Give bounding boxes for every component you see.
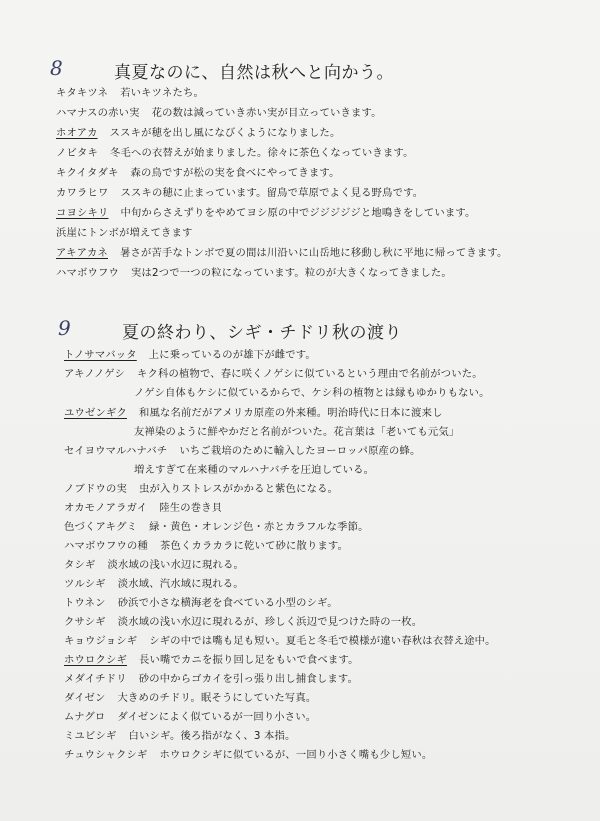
list-item [56, 84, 204, 99]
term: アキノノゲシ [64, 368, 126, 380]
description: ススキの穂に止まっています。留鳥で草原でよく見る野鳥です。 [120, 187, 424, 199]
description: 淡水域の浅い水辺に現れるが、珍しく浜辺で見つけた時の一枚。 [117, 616, 423, 628]
term: 色づくアキグミ [64, 521, 138, 533]
term: ハマボウフウの種 [64, 540, 148, 552]
term: ミユビシギ [64, 730, 117, 742]
list-item [64, 480, 338, 495]
term: キクイタダキ [56, 167, 119, 179]
term: メダイチドリ [64, 673, 127, 685]
term: カワラヒワ [56, 187, 109, 199]
list-item [64, 404, 443, 419]
list-item [64, 518, 369, 533]
term: トノサマバッタ [64, 349, 137, 361]
list-item [64, 746, 432, 761]
description: 虫が入りストレスがかかると紫色になる。 [138, 483, 339, 495]
description: 白いシギ。後ろ指がなく、3 本指。 [128, 730, 296, 742]
description: 森の鳥ですが松の実を食べにやってきます。 [130, 167, 340, 179]
term: ノビタキ [56, 147, 98, 159]
term: ハマナスの赤い実 [56, 107, 140, 119]
section-8-number: 8 [50, 56, 63, 80]
list-item [56, 124, 341, 139]
section-9-heading [0, 316, 600, 346]
description: 茶色くカラカラに乾いて砂に散ります。 [159, 540, 349, 552]
list-item [56, 264, 452, 279]
description: キク科の植物で、春に咲くノゲシに似ているという理由で名前がついた。 [137, 368, 483, 380]
list-item [64, 670, 358, 685]
description: 実は2つで一つの粒になっています。粒のが大きくなってきました。 [130, 267, 452, 279]
description: 長い嘴でカニを振り回し足をもいで食べます。 [138, 654, 359, 666]
list-item [56, 144, 414, 159]
section-9-number: 9 [58, 316, 71, 340]
term: タシギ [64, 559, 96, 571]
list-item [56, 104, 382, 119]
list-item [64, 594, 338, 609]
term: クサシギ [64, 616, 106, 628]
term: コヨシキリ [56, 207, 109, 219]
list-item [64, 346, 316, 361]
term: アキアカネ [56, 247, 108, 259]
list-item [64, 499, 222, 514]
continuation-line: 友禅染のように鮮やかだと名前がついた。花言葉は「老いても元気」 [134, 426, 460, 438]
term: ユウゼンギク [64, 407, 127, 419]
description: 砂の中からゴカイを引っ張り出し捕食します。 [138, 673, 359, 685]
list-item [64, 556, 244, 571]
description: 淡水域の浅い水辺に現れる。 [107, 559, 244, 571]
description: 陸生の巻き貝 [159, 502, 223, 514]
list-item [56, 184, 423, 199]
list-item [56, 224, 192, 239]
description: 和風な名前だがアメリカ原産の外来種。明治時代に日本に渡来し [138, 407, 443, 419]
description: 砂浜で小さな横海老を食べている小型のシギ。 [117, 597, 338, 609]
term: ホウロクシギ [64, 654, 127, 666]
list-item [64, 632, 496, 647]
term: キタキツネ [56, 87, 109, 99]
term: トウネン [64, 597, 106, 609]
list-item [64, 727, 296, 742]
term: ハマボウフウ [56, 267, 119, 279]
description: ホウロクシギに似ているが、一回り小さく嘴も少し短い。 [159, 749, 433, 761]
description: シギの中では嘴も足も短い。夏毛と冬毛で模様が違い春秋は衣替え途中。 [149, 635, 496, 647]
list-item [64, 365, 483, 380]
section-9 [0, 316, 600, 761]
list-item [64, 689, 316, 704]
list-item [64, 442, 421, 457]
list-item [56, 244, 508, 259]
term: キョウジョシギ [64, 635, 138, 647]
description: いちご栽培のために輸入したヨーロッパ原産の蜂。 [179, 445, 421, 457]
list-item [56, 204, 476, 219]
section-8-heading [0, 56, 600, 86]
term: ホオアカ [56, 127, 98, 139]
description: ススキが穂を出し風になびくようになりました。 [109, 127, 341, 139]
term: ツルシギ [64, 578, 106, 590]
list-item [64, 613, 422, 628]
description: 花の数は減っていき赤い実が目立っていきます。 [151, 107, 382, 119]
description: 緑・黄色・オレンジ色・赤とカラフルな季節。 [149, 521, 369, 533]
continuation-line: ノゲシ自体もケシに似ているからで、ケシ科の植物とは縁もゆかりもない。 [134, 387, 490, 399]
list-item [64, 537, 348, 552]
description: 暑さが苦手なトンボで夏の間は川沿いに山岳地に移動し秋に平地に帰ってきます。 [119, 247, 508, 259]
description: 中旬からさえずりをやめてヨシ原の中でジジジジジと地鳴きをしています。 [120, 207, 476, 219]
term: ダイゼン [64, 692, 106, 704]
description: 大きめのチドリ。眠そうにしていた写真。 [117, 692, 317, 704]
description: 冬毛への衣替えが始まりました。徐々に茶色くなっていきます。 [110, 147, 414, 159]
term: ムナグロ [64, 711, 106, 723]
section-8-title: 真夏なのに、自然は秋へと向かう。 [114, 63, 394, 83]
section-9-title: 夏の終わり、シギ・チドリ秋の渡り [122, 323, 402, 343]
continuation-line: 増えすぎて在来種のマルハナバチを圧迫している。 [134, 464, 375, 476]
term: ノブドウの実 [64, 483, 127, 495]
section-8 [0, 56, 600, 279]
list-item [64, 708, 316, 723]
description: 上に乗っているのが雄下が雌です。 [148, 349, 316, 361]
term: チュウシャクシギ [64, 749, 148, 761]
list-item [56, 164, 340, 179]
description: ダイゼンによく似ているが一回り小さい。 [117, 711, 317, 723]
list-item [64, 651, 359, 666]
description: 若いキツネたち。 [120, 87, 204, 99]
list-item [64, 575, 244, 590]
term: 浜崖にトンボが増えてきます [56, 227, 193, 239]
term: オカモノアラガイ [64, 502, 148, 514]
term: セイヨウマルハナバチ [64, 445, 168, 457]
description: 淡水域、汽水域に現れる。 [117, 578, 244, 590]
